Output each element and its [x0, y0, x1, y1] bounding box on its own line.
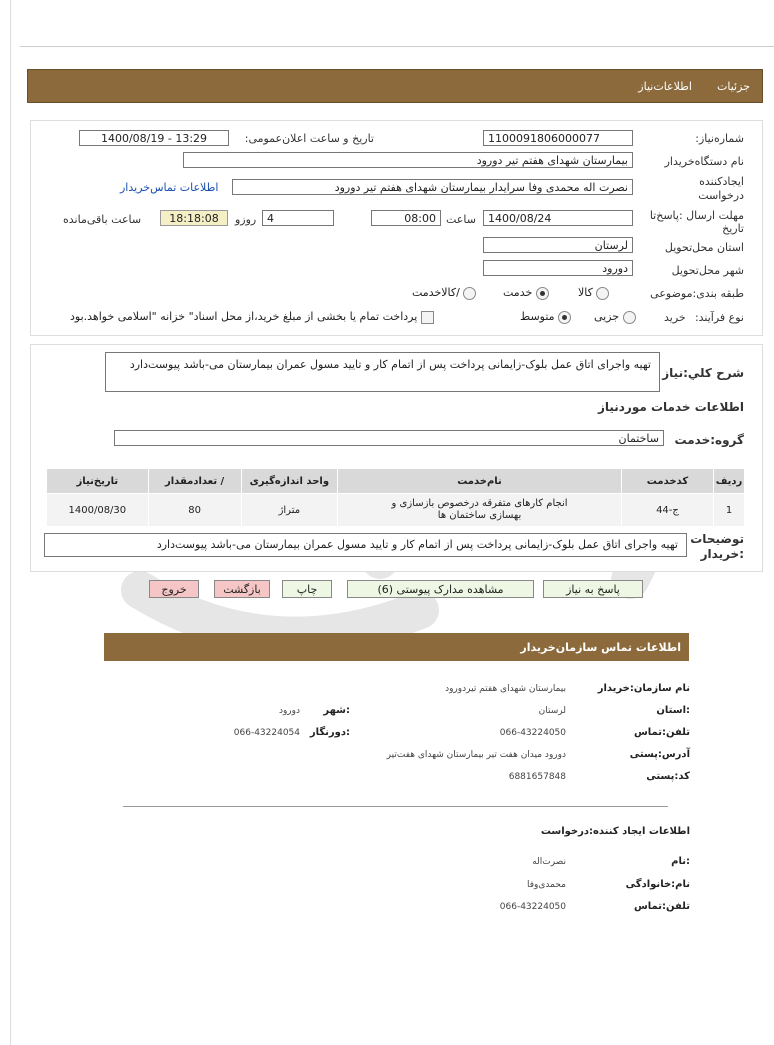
table-row — [47, 494, 745, 527]
col-date: تاریخ‌نیاز — [47, 469, 149, 494]
category-goods-text: کالا — [578, 286, 593, 299]
exit-button[interactable]: خروج — [149, 580, 199, 598]
contact-header-title: اطلاعات تماس سازمان‌خریدار — [520, 641, 681, 654]
contact-header-bar — [104, 633, 689, 661]
col-qty: / تعدادمقدار — [148, 469, 241, 494]
province-label: استان محل‌تحویل — [664, 241, 744, 254]
payment-note-text: پرداخت تمام یا بخشی از مبلغ خرید،از محل اسناد" خزانه "اسلامی خواهد.بود — [70, 310, 418, 323]
page-header-bar — [27, 69, 763, 103]
cell-unit: متراژ — [241, 494, 338, 527]
city-field: دورود — [483, 260, 633, 276]
process-buy-text: خرید — [664, 311, 686, 324]
service-group-label: گروه:خدمت — [674, 433, 744, 447]
deadline-date-field: 1400/08/24 — [483, 210, 633, 226]
fax-info-value: 066-43224054 — [233, 728, 300, 738]
service-group-field: ساختمان — [114, 430, 664, 446]
city-info-label: :شهر — [323, 705, 350, 716]
general-description-field: تهیه واجرای اتاق عمل بلوک-زایمانی پرداخت پس از اتمام کار و تایید مسول عمران بیمارستان می-باشد پیوست‌دارد — [105, 352, 660, 392]
cell-date: 1400/08/30 — [47, 494, 149, 527]
first-name-label: :نام — [671, 856, 690, 867]
province-field: لرستان — [483, 237, 633, 253]
announce-label: تاریخ و ساعت اعلان‌عمومی: — [244, 132, 374, 145]
need-number-label: شماره‌نیاز: — [695, 132, 744, 145]
buyer-name-label: نام دستگاه‌خریدار — [664, 155, 744, 168]
left-edge-rule — [10, 0, 11, 1045]
radio-icon[interactable] — [596, 287, 609, 300]
col-unit: واحد اندازه‌گیری — [241, 469, 338, 494]
org-name-value: بیمارستان شهدای هفتم تیردورود — [445, 684, 566, 694]
services-title: اطلاعات خدمات موردنیاز — [597, 400, 744, 414]
deadline-time-label: ساعت — [446, 213, 476, 226]
creator-info-title: اطلاعات ایجاد کننده:درخواست — [540, 826, 690, 837]
remaining-time-label: ساعت باقی‌مانده — [63, 213, 142, 226]
creator-field: نصرت اله محمدی وفا سرایدار بیمارستان شهدای هفتم تیر دورود — [232, 179, 633, 195]
buyer-name-field: بیمارستان شهدای هفتم تیر دورود — [183, 152, 633, 168]
phone-info-value: 066-43224050 — [499, 728, 566, 738]
top-divider — [20, 46, 774, 47]
table-header-row — [47, 469, 745, 494]
city-info-value: دورود — [278, 706, 300, 716]
first-name-value: نصرت‌اله — [532, 857, 566, 867]
postal-info-label: کد:پستی — [646, 771, 690, 782]
category-both-text: /کالاخدمت — [412, 286, 460, 299]
category-option-goods[interactable] — [578, 286, 609, 300]
need-number-field: 1100091806000077 — [483, 130, 633, 146]
category-option-both[interactable] — [412, 286, 476, 300]
city-label: شهر محل‌تحویل — [671, 264, 744, 277]
last-name-label: نام:خانوادگی — [625, 879, 690, 890]
cell-code: ج-44 — [621, 494, 713, 527]
radio-icon[interactable] — [623, 311, 636, 324]
creator-label-line1: ایجادکننده — [699, 175, 744, 188]
fax-info-label: :دورنگار — [309, 727, 350, 738]
creator-phone-label: تلفن:تماس — [633, 901, 690, 912]
reply-button[interactable]: پاسخ به نیاز — [543, 580, 643, 598]
deadline-time-field: 08:00 — [371, 210, 441, 226]
process-option-small[interactable] — [594, 310, 636, 324]
process-small-text: جزیی — [594, 310, 620, 323]
remaining-time-field: 18:18:08 — [160, 210, 228, 226]
attachments-button[interactable]: مشاهده مدارک پیوستی (6) — [347, 580, 534, 598]
postal-info-value: 6881657848 — [508, 772, 566, 782]
process-label: نوع فرآیند: — [694, 311, 744, 324]
cell-name: انجام کارهای متفرقه درخصوص بازسازی و بهسازی ساختمان ها — [338, 494, 622, 527]
last-name-value: محمدی‌وفا — [527, 880, 566, 890]
category-label: طبقه بندی:موضوعی — [650, 287, 744, 300]
creator-label-line2: درخواست — [698, 189, 744, 202]
radio-selected-icon[interactable] — [558, 311, 571, 324]
print-button[interactable]: چاپ — [282, 580, 332, 598]
buyer-notes-label-line1: توضیحات — [690, 532, 744, 546]
buyer-contact-link[interactable]: اطلاعات تماس‌خریدار — [120, 181, 219, 194]
back-button[interactable]: بازگشت — [214, 580, 270, 598]
cell-row: 1 — [714, 494, 745, 527]
general-description-label: شرح کلي:نیاز — [662, 366, 744, 380]
cell-qty: 80 — [148, 494, 241, 527]
tab-need-info[interactable]: اطلاعات‌نیاز — [638, 80, 692, 93]
process-medium-text: متوسط — [520, 310, 555, 323]
days-field: 4 — [262, 210, 334, 226]
col-name: نام‌خدمت — [338, 469, 622, 494]
radio-icon[interactable] — [463, 287, 476, 300]
checkbox-icon[interactable] — [421, 311, 434, 324]
services-table — [46, 468, 745, 527]
contact-divider — [123, 806, 668, 807]
org-name-label: نام سازمان:خریدار — [597, 683, 690, 694]
address-info-value: دورود میدان هفت تیر بیمارستان شهدای هفت‌تیر — [386, 750, 566, 760]
deadline-label-line2: تاریخ — [722, 222, 744, 235]
announce-field: 1400/08/19 - 13:29 — [79, 130, 229, 146]
province-info-label: :استان — [656, 705, 690, 716]
col-row: ردیف — [714, 469, 745, 494]
category-service-text: خدمت — [503, 286, 533, 299]
creator-phone-value: 066-43224050 — [499, 902, 566, 912]
category-option-service[interactable] — [503, 286, 549, 300]
province-info-value: لرستان — [538, 706, 566, 716]
radio-selected-icon[interactable] — [536, 287, 549, 300]
address-info-label: آدرس:پستی — [629, 749, 690, 760]
process-option-medium[interactable] — [520, 310, 571, 324]
col-code: کدخدمت — [621, 469, 713, 494]
buyer-notes-field: تهیه واجرای اتاق عمل بلوک-زایمانی پرداخت پس از اتمام کار و تایید مسول عمران بیمارستان می-باشد پیوست‌دارد — [44, 533, 687, 557]
payment-checkbox[interactable] — [70, 310, 434, 324]
deadline-label-line1: مهلت ارسال :پاسخ‌تا — [649, 209, 744, 222]
phone-info-label: تلفن:تماس — [633, 727, 690, 738]
days-label: روزو — [235, 213, 257, 226]
tab-details[interactable]: جزئیات — [717, 80, 750, 93]
buyer-notes-label-line2: :خریدار — [700, 547, 744, 561]
